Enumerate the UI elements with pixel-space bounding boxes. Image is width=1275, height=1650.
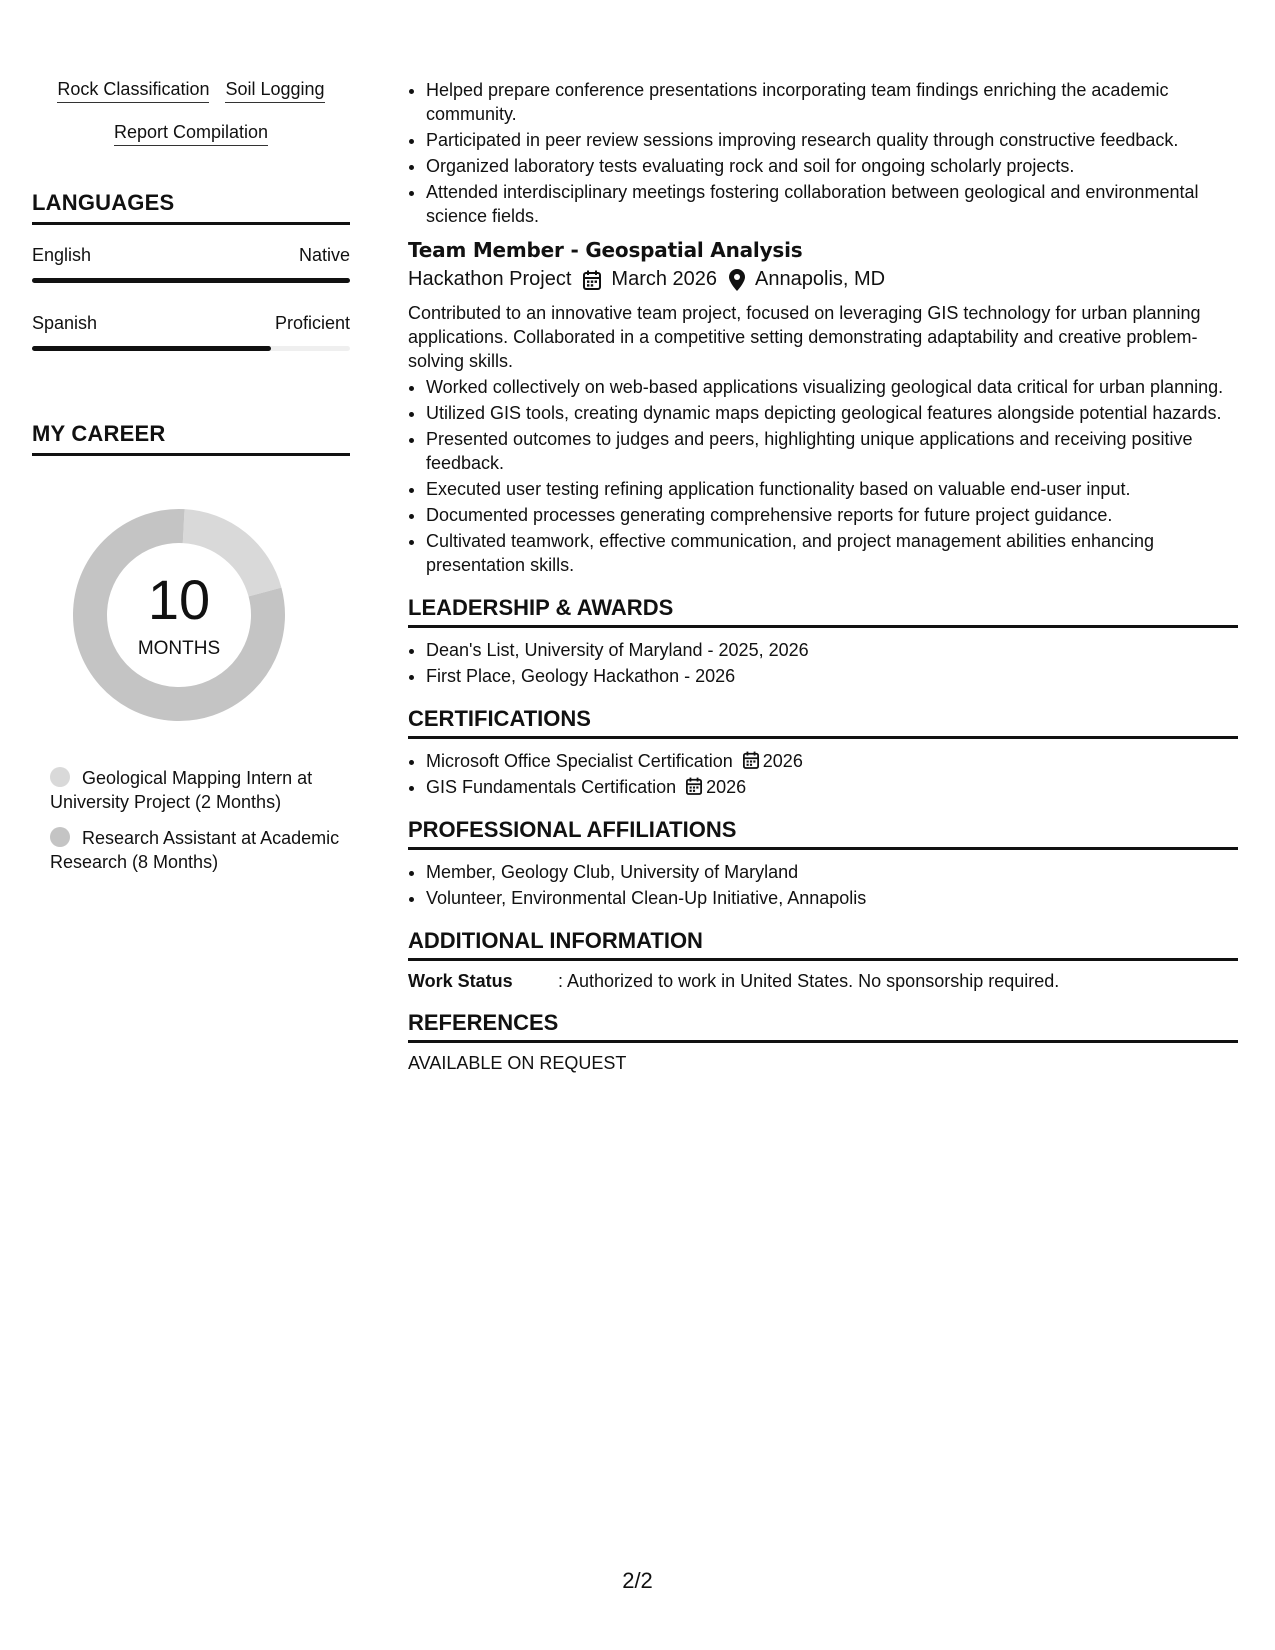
list-item: • First Place, Geology Hackathon - 2026	[426, 664, 1238, 688]
list-item: • Dean's List, University of Maryland - 2025, 2026	[426, 638, 1238, 662]
references-title: REFERENCES	[408, 1010, 1238, 1043]
language-item	[32, 313, 350, 351]
career-title: MY CAREER	[32, 421, 350, 456]
leadership-title: LEADERSHIP & AWARDS	[408, 595, 1238, 628]
language-name: Spanish	[32, 313, 98, 333]
job-location: Annapolis, MD	[755, 268, 886, 290]
experience-bullets	[408, 78, 1238, 228]
job-org: Hackathon Project	[408, 268, 572, 290]
affiliations-list	[408, 860, 1238, 910]
language-level: Native	[298, 245, 350, 265]
career-legend	[50, 766, 340, 874]
language-bar-fill	[32, 278, 350, 283]
list-item: • Helped prepare conference presentations incorporating team findings enriching the academic community.	[426, 78, 1238, 126]
cert-year: 2026	[762, 751, 803, 771]
list-item: • Member, Geology Club, University of Maryland	[426, 860, 1238, 884]
skill-tag: Rock Classification	[57, 78, 209, 103]
job-description: Contributed to an innovative team project, focused on leveraging GIS technology for urban planning applications. Collaborated in a competitive setting demonstrating adaptability and creative problem-solving skills.	[408, 303, 1201, 371]
list-item: • Presented outcomes to judges and peers, highlighting unique applications and receiving positive feedback.	[426, 427, 1238, 475]
language-item	[32, 245, 350, 283]
list-item: • Organized laboratory tests evaluating rock and soil for ongoing scholarly projects.	[426, 154, 1238, 178]
list-item	[426, 749, 1238, 773]
references-text: AVAILABLE ON REQUEST	[408, 1053, 627, 1073]
location-pin-icon	[729, 269, 745, 291]
language-name: English	[32, 245, 92, 265]
calendar-icon	[686, 777, 702, 795]
cert-name: GIS Fundamentals Certification	[426, 777, 677, 797]
job-date: March 2026	[611, 268, 718, 290]
list-item: • Documented processes generating comprehensive reports for future project guidance.	[426, 503, 1238, 527]
work-status-row	[408, 971, 1238, 992]
career-section	[32, 421, 350, 874]
certifications-title: CERTIFICATIONS	[408, 706, 1238, 739]
cert-year: 2026	[706, 777, 747, 797]
page-number: 2/2	[622, 1568, 653, 1593]
skill-tag: Report Compilation	[114, 121, 268, 146]
legend-item	[50, 766, 340, 814]
skill-tag: Soil Logging	[225, 78, 324, 103]
list-item: • Utilized GIS tools, creating dynamic maps depicting geological features alongside potential hazards.	[426, 401, 1238, 425]
work-status-label: Work Status	[408, 971, 513, 991]
language-bar-fill	[32, 346, 271, 351]
calendar-icon	[743, 751, 759, 769]
language-bar	[32, 346, 350, 351]
skills-tags	[32, 78, 350, 164]
legend-label: Geological Mapping Intern at University Project (2 Months)	[50, 768, 313, 812]
language-bar	[32, 278, 350, 283]
cert-name: Microsoft Office Specialist Certification	[426, 751, 733, 771]
list-item: • Participated in peer review sessions improving research quality through constructive feedback.	[426, 128, 1238, 152]
job-title: Team Member - Geospatial Analysis	[408, 238, 803, 262]
job-bullets	[408, 375, 1238, 577]
languages-section	[32, 190, 350, 351]
list-item	[426, 775, 1238, 799]
list-item: • Volunteer, Environmental Clean-Up Initiative, Annapolis	[426, 886, 1238, 910]
certifications-list	[408, 749, 1238, 799]
work-status-value: : Authorized to work in United States. No sponsorship required.	[558, 971, 1060, 991]
legend-label: Research Assistant at Academic Research (8 Months)	[50, 828, 340, 872]
list-item: • Worked collectively on web-based applications visualizing geological data critical for urban planning.	[426, 375, 1238, 399]
language-level: Proficient	[274, 313, 350, 333]
legend-item	[50, 826, 340, 874]
legend-dot	[50, 767, 70, 787]
languages-title: LANGUAGES	[32, 190, 350, 225]
leadership-list	[408, 638, 1238, 688]
calendar-icon	[583, 270, 601, 290]
list-item: • Cultivated teamwork, effective communication, and project management abilities enhancing presentation skills.	[426, 529, 1238, 577]
legend-dot	[50, 827, 70, 847]
right-column	[408, 78, 1238, 1074]
job-meta	[408, 268, 1238, 291]
list-item: • Attended interdisciplinary meetings fostering collaboration between geological and environmental science fields.	[426, 180, 1238, 228]
affiliations-title: PROFESSIONAL AFFILIATIONS	[408, 817, 1238, 850]
career-total-value: 10	[147, 568, 211, 631]
career-total-unit: MONTHS	[137, 638, 221, 659]
additional-info-title: ADDITIONAL INFORMATION	[408, 928, 1238, 961]
career-donut-chart	[64, 500, 294, 730]
left-column	[32, 78, 350, 886]
list-item: • Executed user testing refining application functionality based on valuable end-user input.	[426, 477, 1238, 501]
